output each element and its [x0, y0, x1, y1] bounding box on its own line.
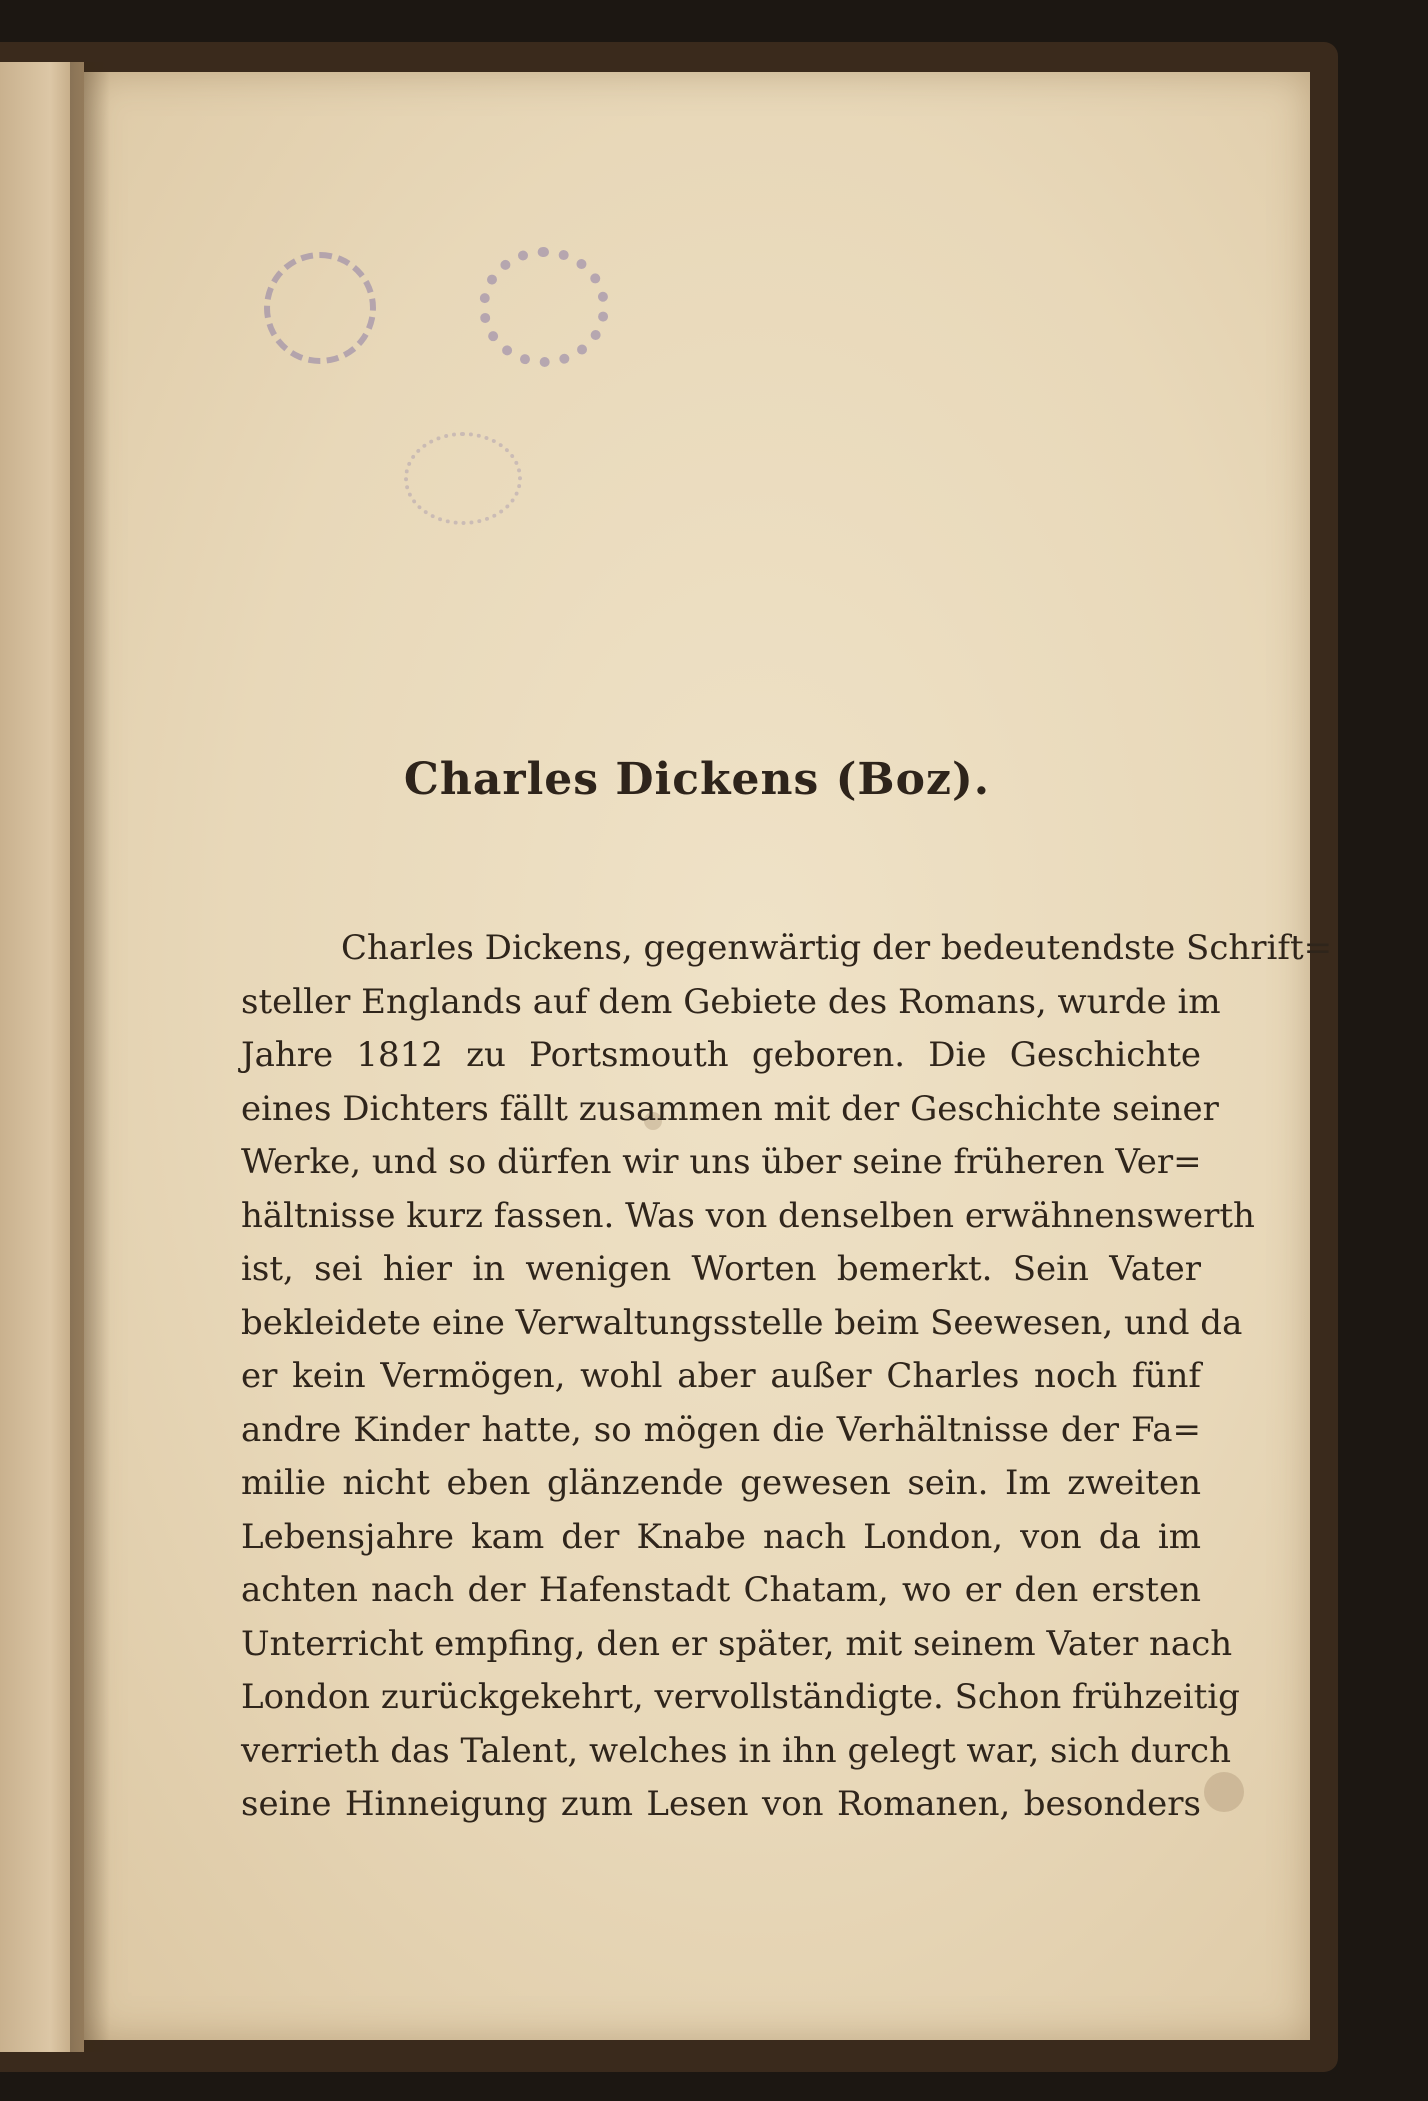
body-text — [241, 922, 1333, 1832]
text-line: eines Dichters fällt zusammen mit der Geschichte seiner — [241, 1088, 1219, 1129]
text-line: Werke, und so dürfen wir uns über seine früheren Ver= — [241, 1142, 1202, 1182]
paper-stain — [1204, 1772, 1244, 1812]
text-line: bekleidete eine Verwaltungsstelle beim Seewesen, und da — [241, 1302, 1243, 1343]
library-stamp — [479, 247, 609, 367]
text-line: ist, sei hier in wenigen Worten bemerkt. Sein Vater — [241, 1249, 1201, 1289]
text-line: Charles Dickens, gegenwärtig der bedeutendste Schrift= — [341, 928, 1333, 968]
text-line: Jahre 1812 zu Portsmouth geboren. Die Geschichte — [241, 1035, 1201, 1075]
book-page — [84, 72, 1333, 2040]
text-line: Lebensjahre kam der Knabe nach London, von da im — [241, 1516, 1201, 1557]
text-line: andre Kinder hatte, so mögen die Verhältnisse der Fa= — [241, 1409, 1201, 1450]
library-stamp — [264, 252, 376, 364]
text-line: Unterricht empfing, den er später, mit seinem Vater nach — [241, 1623, 1233, 1664]
text-line: achten nach der Hafenstadt Chatam, wo er den ersten — [241, 1570, 1201, 1610]
text-line: er kein Vermögen, wohl aber außer Charles noch fünf — [241, 1356, 1201, 1396]
text-line: seine Hinneigung zum Lesen von Romanen, besonders — [241, 1784, 1201, 1824]
library-stamp — [404, 432, 522, 525]
text-line: hältnisse kurz fassen. Was von denselben erwähnenswerth — [241, 1195, 1255, 1236]
chapter-title: Charles Dickens (Boz). — [403, 754, 991, 805]
text-line: steller Englands auf dem Gebiete des Romans, wurde im — [241, 981, 1221, 1022]
text-line: verrieth das Talent, welches in ihn gelegt war, sich durch — [241, 1730, 1231, 1771]
text-line: London zurückgekehrt, vervollständigte. Schon frühzeitig — [241, 1677, 1240, 1717]
spine-shadow — [70, 62, 110, 2052]
text-line: milie nicht eben glänzende gewesen sein. Im zweiten — [241, 1463, 1201, 1503]
